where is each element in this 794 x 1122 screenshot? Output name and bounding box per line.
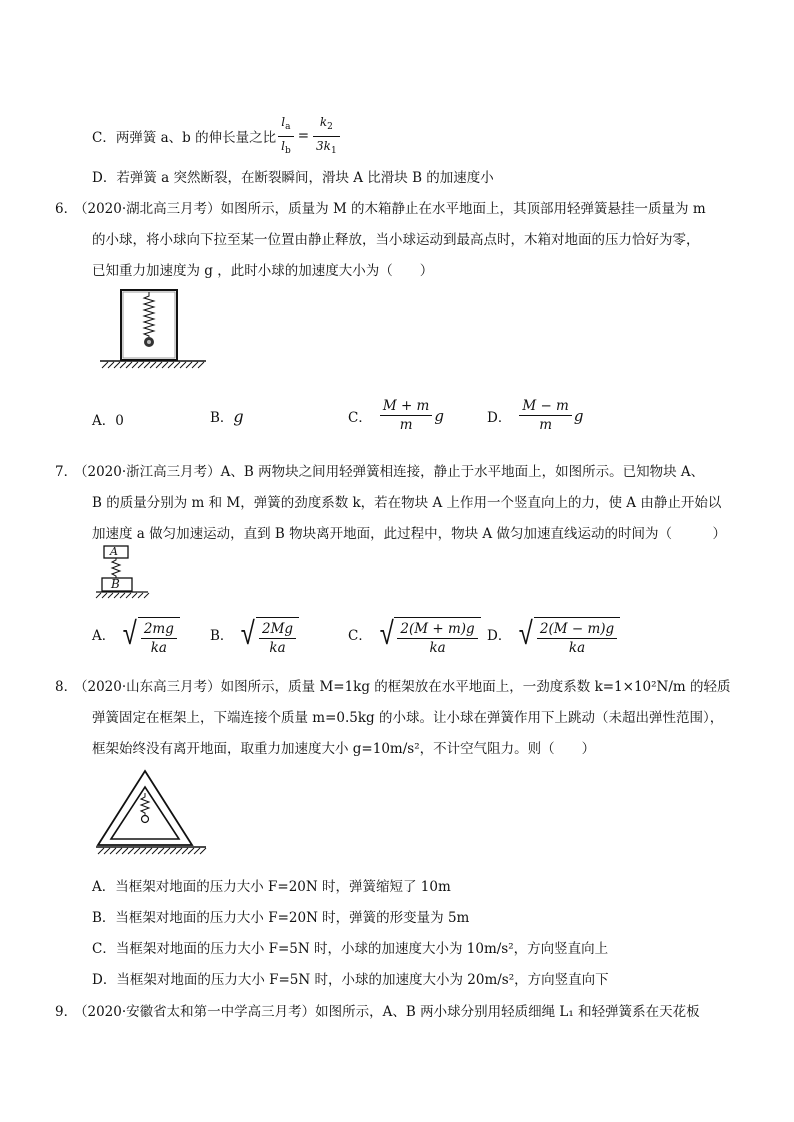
- q5-equals: =: [297, 128, 310, 144]
- q5-option-c: [92, 116, 342, 156]
- q6-option-c: C． $\frac{M + m}{m}$ g: [348, 398, 444, 433]
- q7-figure-label-a: A: [110, 545, 118, 558]
- q7-option-a: A． √ $\frac{2mg}{ka}$: [92, 611, 180, 657]
- q6-option-d-fraction: $\frac{M - m}{m}$: [519, 397, 572, 434]
- q6-figure-box-spring: [98, 288, 210, 376]
- q7-option-d-sqrt: √ $\frac{2(M - m)g}{ka}$: [517, 611, 620, 657]
- q6-option-a: A．0: [92, 413, 124, 429]
- q9-number: 9．: [55, 1004, 78, 1020]
- q6-line-3: 已知重力加速度为 g ，此时小球的加速度大小为（ ）: [92, 263, 434, 279]
- q8-line-1: （2020·山东高三月考）如图所示，质量 M=1kg 的框架放在水平地面上，一劲度系数 k=1×10²N/m 的轻质: [74, 679, 731, 695]
- q5-option-c-k-ratio: $\frac{k_2}{3k_1}$: [313, 113, 340, 160]
- q6-option-d: D． $\frac{M - m}{m}$ g: [487, 398, 584, 433]
- q7-option-b-sqrt: √ $\frac{2Mg}{ka}$: [239, 611, 299, 657]
- q8-option-b: B．当框架对地面的压力大小 F=20N 时，弹簧的形变量为 5m: [92, 910, 470, 926]
- q6-option-b: B．g: [210, 407, 244, 426]
- q9-line-1: （2020·安徽省太和第一中学高三月考）如图所示，A、B 两小球分别用轻质细绳 L₁ 和轻弹簧系在天花板: [74, 1004, 700, 1020]
- q8-option-a: A．当框架对地面的压力大小 F=20N 时，弹簧缩短了 10m: [92, 879, 451, 895]
- q5-option-d: D．若弹簧 a 突然断裂，在断裂瞬间，滑块 A 比滑块 B 的加速度小: [92, 170, 494, 186]
- q6-line-1: （2020·湖北高三月考）如图所示，质量为 M 的木箱静止在水平地面上，其顶部用轻弹簧悬挂一质量为 m: [74, 201, 706, 217]
- q7-option-c-sqrt: √ $\frac{2(M + m)g}{ka}$: [378, 611, 481, 657]
- q7-figure: [94, 545, 150, 603]
- q7-option-c: C． √ $\frac{2(M + m)g}{ka}$: [348, 611, 481, 657]
- q7-line-2: B 的质量分别为 m 和 M，弹簧的劲度系数 k，若在物块 A 上作用一个竖直向上的力，使 A 由静止开始以: [92, 495, 722, 511]
- q5-option-c-text: C．两弹簧 a、b 的伸长量之比: [92, 130, 277, 146]
- q6-option-c-fraction: $\frac{M + m}{m}$: [380, 397, 433, 434]
- q7-option-b: B． √ $\frac{2Mg}{ka}$: [210, 611, 299, 657]
- q8-line-3: 框架始终没有离开地面，取重力加速度大小 g=10m/s²，不计空气阻力。则（ ）: [92, 741, 596, 757]
- q8-number: 8．: [55, 679, 78, 695]
- q7-option-a-sqrt: √ $\frac{2mg}{ka}$: [121, 611, 180, 657]
- q7-line-3: 加速度 a 做匀加速运动，直到 B 物块离开地面，此过程中，物块 A 做匀加速直线运动的时间为（ ）: [92, 526, 726, 542]
- q6-line-2: 的小球，将小球向下拉至某一位置由静止释放，当小球运动到最高点时，木箱对地面的压力恰好为零，: [92, 232, 700, 248]
- q7-line-1: （2020·浙江高三月考）A、B 两物块之间用轻弹簧相连接，静止于水平地面上，如图所示。已知物块 A、: [74, 464, 705, 480]
- q8-line-2: 弹簧固定在框架上，下端连接个质量 m=0.5kg 的小球。让小球在弹簧作用下上跳动（未超出弹性范围），: [92, 710, 724, 726]
- q8-figure-triangle-frame: [96, 767, 208, 857]
- q6-number: 6．: [55, 201, 78, 217]
- q7-number: 7．: [55, 464, 78, 480]
- q8-option-d: D．当框架对地面的压力大小 F=5N 时，小球的加速度大小为 20m/s²，方向竖直向下: [92, 972, 609, 988]
- q7-figure-graphic: [94, 545, 150, 603]
- q7-figure-label-b: B: [111, 577, 120, 591]
- q7-option-d: D． √ $\frac{2(M - m)g}{ka}$: [487, 611, 620, 657]
- q5-option-c-ratio: $\frac{l_a}{l_b}$: [278, 113, 294, 160]
- q8-option-c: C．当框架对地面的压力大小 F=5N 时，小球的加速度大小为 10m/s²，方向竖直向上: [92, 941, 609, 957]
